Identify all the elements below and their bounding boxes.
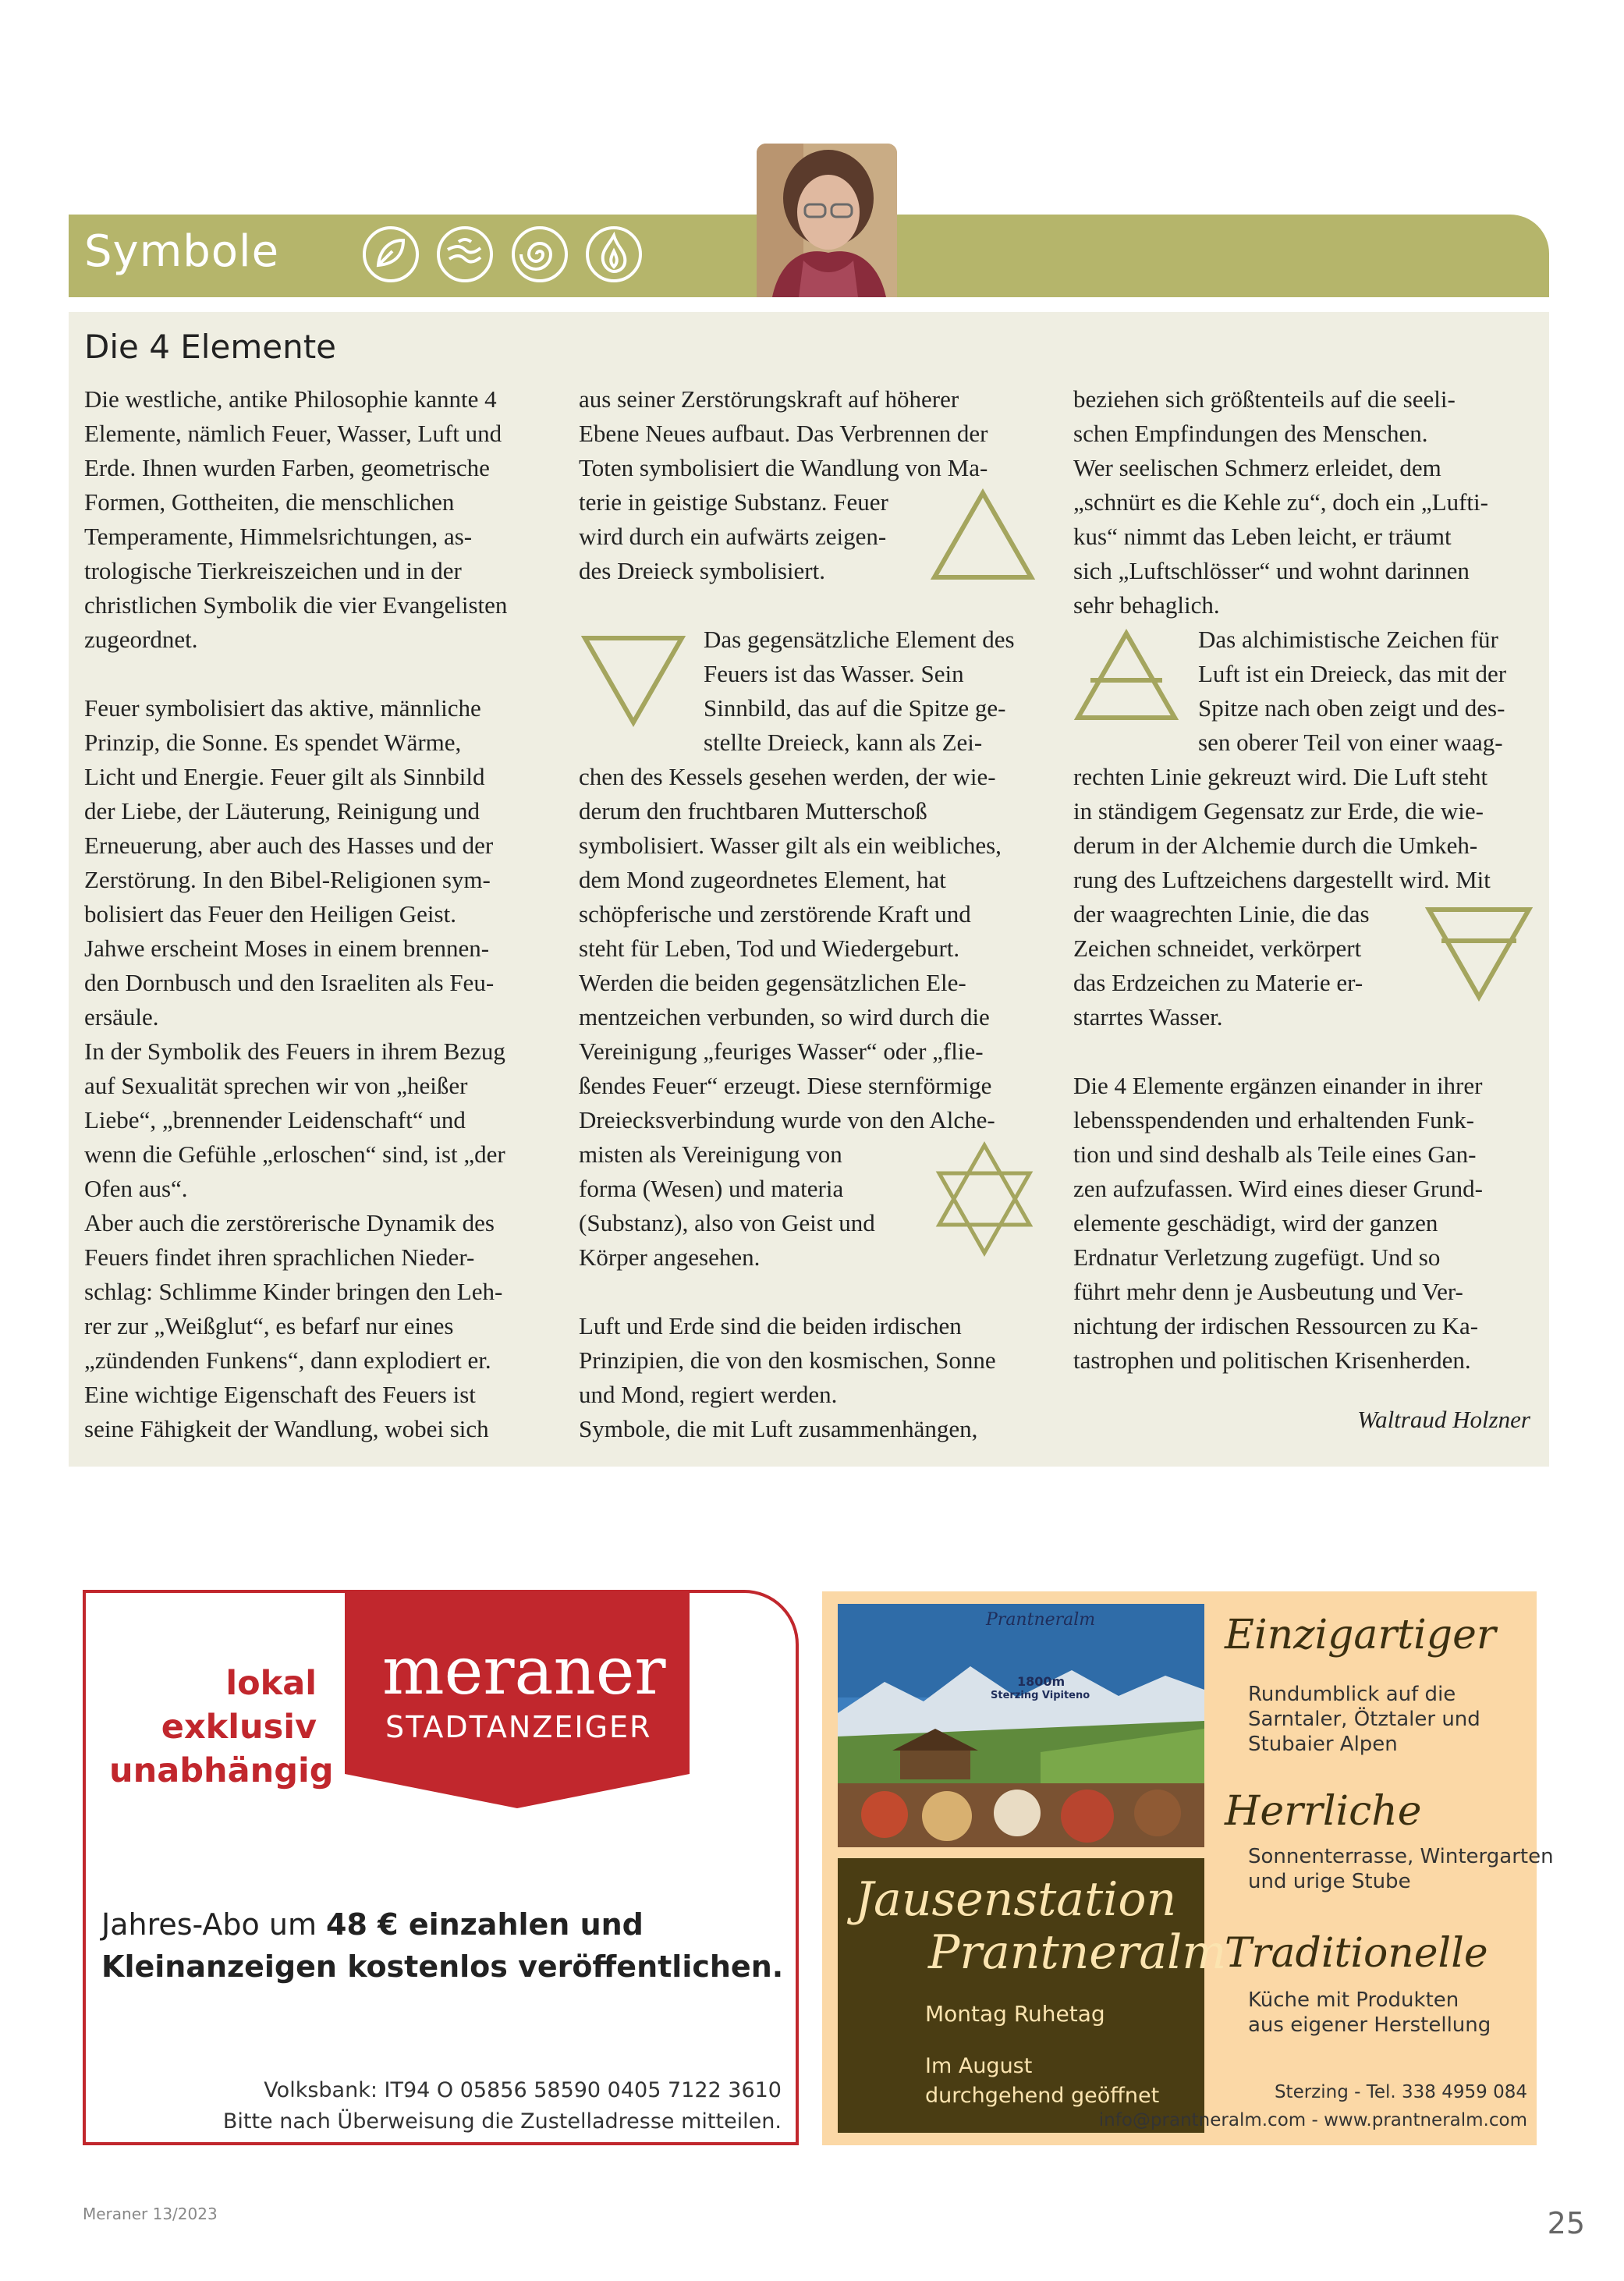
article-line: Ofen aus“. [84,1175,188,1202]
water-symbol-icon [580,633,686,727]
article-line: Liebe“, „brennender Leidenschaft“ und [84,1106,466,1133]
ad1-offer: Jahres-Abo um 48 € einzahlen und Kleinanzeigen kostenlos veröffentlichen. [101,1907,784,1984]
article-line: sen oberer Teil von einer waag- [1198,729,1503,756]
article-line: zen aufzufassen. Wird eines dieser Grund- [1073,1175,1483,1202]
article-line: Werden die beiden gegensätzlichen Ele- [579,969,966,996]
article-line: Feuers findet ihren sprachlichen Nieder- [84,1243,475,1271]
article-line: Jahwe erscheint Moses in einem brennen- [84,935,490,962]
ad2-name-line2: Prantneralm [928,1925,1227,1980]
article-column-3 [1073,382,1541,1378]
article-line: Feuer symbolisiert das aktive, männliche [84,694,481,722]
article-line: rechten Linie gekreuzt wird. Die Luft steht [1073,763,1488,790]
ad2-closed-day: Montag Ruhetag [925,2001,1105,2027]
article-line: trologische Tierkreiszeichen und in der [84,557,462,584]
article-line: forma (Wesen) und materia [579,1175,844,1202]
article-line: Temperamente, Himmelsrichtungen, as- [84,523,473,550]
article-line [579,1275,1047,1309]
article-line [1073,1034,1541,1069]
article-line: wenn die Gefühle „erloschen“ sind, ist „der [84,1140,505,1168]
article-line: starrtes Wasser. [1073,1003,1223,1031]
article-line: Prinzipien, die von den kosmischen, Sonne [579,1346,996,1374]
article-line: „zündenden Funkens“, dann explodiert er. [84,1346,491,1374]
article-line: Ebene Neues aufbaut. Das Verbrennen der [579,420,988,447]
article-line: seine Fähigkeit der Wandlung, wobei sich [84,1415,489,1442]
article-line: bolisiert das Feuer den Heiligen Geist. [84,900,456,928]
article-line: derum den fruchtbaren Mutterschoß [579,797,927,825]
article-line: Erneuerung, aber auch des Hasses und der [84,832,494,859]
article-line: Spitze nach oben zeigt und des- [1198,694,1505,722]
ad2-landscape-photo [838,1604,1204,1847]
article-line: Zeichen schneidet, verkörpert [1073,935,1362,962]
article-line: zugeordnet. [84,626,198,653]
article-line: Die westliche, antike Philosophie kannte 4 [84,385,497,413]
article-line: Die 4 Elemente ergänzen einander in ihrer [1073,1072,1483,1099]
article-line: das Erdzeichen zu Materie er- [1073,969,1363,996]
article-line: ßendes Feuer“ erzeugt. Diese sternförmige [579,1072,992,1099]
article-line: den Dornbusch und den Israeliten als Feu- [84,969,495,996]
article-column-1 [84,382,552,1446]
article-line: rer zur „Weißglut“, es befarf nur eines [84,1312,454,1339]
air-icon [435,225,495,284]
article-line: tion und sind deshalb als Teile eines Gan- [1073,1140,1477,1168]
article-line: der Liebe, der Läuterung, Reinigung und [84,797,480,825]
article-line: auf Sexualität sprechen wir von „heißer [84,1072,468,1099]
article-line: Luft ist ein Dreieck, das mit der [1198,660,1507,687]
article-line: rung des Luftzeichens dargestellt wird. Mit [1073,866,1491,893]
article-line: ersäule. [84,1003,159,1031]
article-line: Erde. Ihnen wurden Farben, geometrische [84,454,490,481]
article-line: dem Mond zugeordnetes Element, hat [579,866,946,893]
article-line: stellte Dreieck, kann als Zei- [704,729,983,756]
article-line: Eine wichtige Eigenschaft des Feuers ist [84,1381,476,1408]
footer-publication: Meraner 13/2023 [83,2205,218,2223]
ad2-feature-head-3: Traditionelle [1225,1930,1488,1977]
star-symbol-icon [933,1140,1036,1258]
author-photo [757,144,897,297]
article-line: Körper angesehen. [579,1243,761,1271]
article-line: steht für Leben, Tod und Wiedergeburt. [579,935,960,962]
ad2-feature-head-1: Einzigartiger [1225,1612,1496,1658]
earth-icon [361,225,420,284]
article-line: in ständigem Gegensatz zur Erde, die wie- [1073,797,1484,825]
article-line: „schnürt es die Kehle zu“, doch ein „Lufti- [1073,488,1488,516]
article-line: des Dreieck symbolisiert. [579,557,825,584]
article-line: der waagrechten Linie, die das [1073,900,1370,928]
article-line: Prinzip, die Sonne. Es spendet Wärme, [84,729,462,756]
article-line: In der Symbolik des Feuers in ihrem Bezug [84,1038,505,1065]
article-line: Symbole, die mit Luft zusammenhängen, [579,1415,978,1442]
fire-icon [584,225,644,284]
air-symbol-icon [1073,629,1179,722]
article-line: wird durch ein aufwärts zeigen- [579,523,887,550]
article-line: Licht und Energie. Feuer gilt als Sinnbild [84,763,485,790]
article-line: Wer seelischen Schmerz erleidet, dem [1073,454,1441,481]
article-line: und Mond, regiert werden. [579,1381,838,1408]
ad2-place: Sterzing Vipiteno [991,1690,1090,1701]
article-line: Feuers ist das Wasser. Sein [704,660,964,687]
ad2-contact: Sterzing - Tel. 338 4959 084 info@prantneralm.com - www.prantneralm.com [1098,2082,1527,2130]
ad2-feature-text-1: Rundumblick auf die Sarntaler, Ötztaler und Stubaier Alpen [1248,1683,1480,1756]
ad1-brand-sub: STADTANZEIGER [385,1710,652,1744]
article-line: (Substanz), also von Geist und [579,1209,875,1236]
article-line: Formen, Gottheiten, die menschlichen [84,488,455,516]
section-title: Symbole [84,226,280,277]
article-line: Zerstörung. In den Bibel-Religionen sym- [84,866,491,893]
article-line: Toten symbolisiert die Wandlung von Ma- [579,454,988,481]
article-line: Luft und Erde sind die beiden irdischen [579,1312,962,1339]
article-line: kus“ nimmt das Leben leicht, er träumt [1073,523,1452,550]
article-line: sich „Luftschlösser“ und wohnt darinnen [1073,557,1470,584]
ad2-altitude: 1800m [1017,1674,1066,1689]
article-line: Aber auch die zerstörerische Dynamik des [84,1209,495,1236]
fire-symbol-icon [930,488,1036,582]
article-line: christlichen Symbolik die vier Evangelisten [84,591,508,619]
article-line: misten als Vereinigung von [579,1140,842,1168]
article-title: Die 4 Elemente [84,328,336,366]
article-line: Dreiecksverbindung wurde von den Alche- [579,1106,995,1133]
article-line: schen Empfindungen des Menschen. [1073,420,1428,447]
article-line: Erdnatur Verletzung zugefügt. Und so [1073,1243,1441,1271]
article-line: schöpferische und zerstörende Kraft und [579,900,971,928]
ad1-bank-info: Volksbank: IT94 O 05856 58590 0405 7122 3610 Bitte nach Überweisung die Zustelladresse mitteilen. [222,2078,782,2134]
article-line: mentzeichen verbunden, so wird durch die [579,1003,990,1031]
article-line: derum in der Alchemie durch die Umkeh- [1073,832,1478,859]
article-line: Das gegensätzliche Element des [704,626,1015,653]
article-line: nichtung der irdischen Ressourcen zu Ka- [1073,1312,1479,1339]
article-line: schlag: Schlimme Kinder bringen den Leh- [84,1278,503,1305]
ad2-feature-text-2: Sonnenterrasse, Wintergarten und urige Stube [1248,1845,1554,1893]
article-line: tastrophen und politischen Krisenherden. [1073,1346,1471,1374]
article-line: Elemente, nämlich Feuer, Wasser, Luft und [84,420,502,447]
water-icon [510,225,569,284]
article-line: chen des Kessels gesehen werden, der wie- [579,763,996,790]
article-line: lebensspendenden und erhaltenden Funk- [1073,1106,1474,1133]
article-line: symbolisiert. Wasser gilt als ein weibliches, [579,832,1002,859]
article-line: aus seiner Zerstörungskraft auf höherer [579,385,959,413]
ad2-name-line1: Jausenstation [855,1872,1177,1927]
ad1-tagline: lokal exklusiv unabhängig [109,1664,334,1790]
article-author: Waltraud Holzner [1357,1406,1530,1433]
ad1-brand-main: meraner [382,1633,666,1709]
article-line [84,657,552,691]
earth-symbol-icon [1429,910,1529,997]
article-line: terie in geistige Substanz. Feuer [579,488,888,516]
article-line: sehr behaglich. [1073,591,1220,619]
article-line: Vereinigung „feuriges Wasser“ oder „flie- [579,1038,984,1065]
article-line: führt mehr denn je Ausbeutung und Ver- [1073,1278,1463,1305]
ad2-feature-text-3: Küche mit Produkten aus eigener Herstellung [1248,1988,1491,2037]
article-line: Sinnbild, das auf die Spitze ge- [704,694,1006,722]
ad2-august-hours: Im August durchgehend geöffnet [925,2054,1160,2108]
page-number: 25 [1547,2206,1585,2240]
article-line: beziehen sich größtenteils auf die seeli- [1073,385,1456,413]
article-line: Das alchimistische Zeichen für [1198,626,1498,653]
article-line [579,588,1047,623]
article-line: elemente geschädigt, wird der ganzen [1073,1209,1438,1236]
ad2-feature-head-2: Herrliche [1225,1788,1422,1835]
ad2-logo: Prantneralm [986,1610,1096,1630]
